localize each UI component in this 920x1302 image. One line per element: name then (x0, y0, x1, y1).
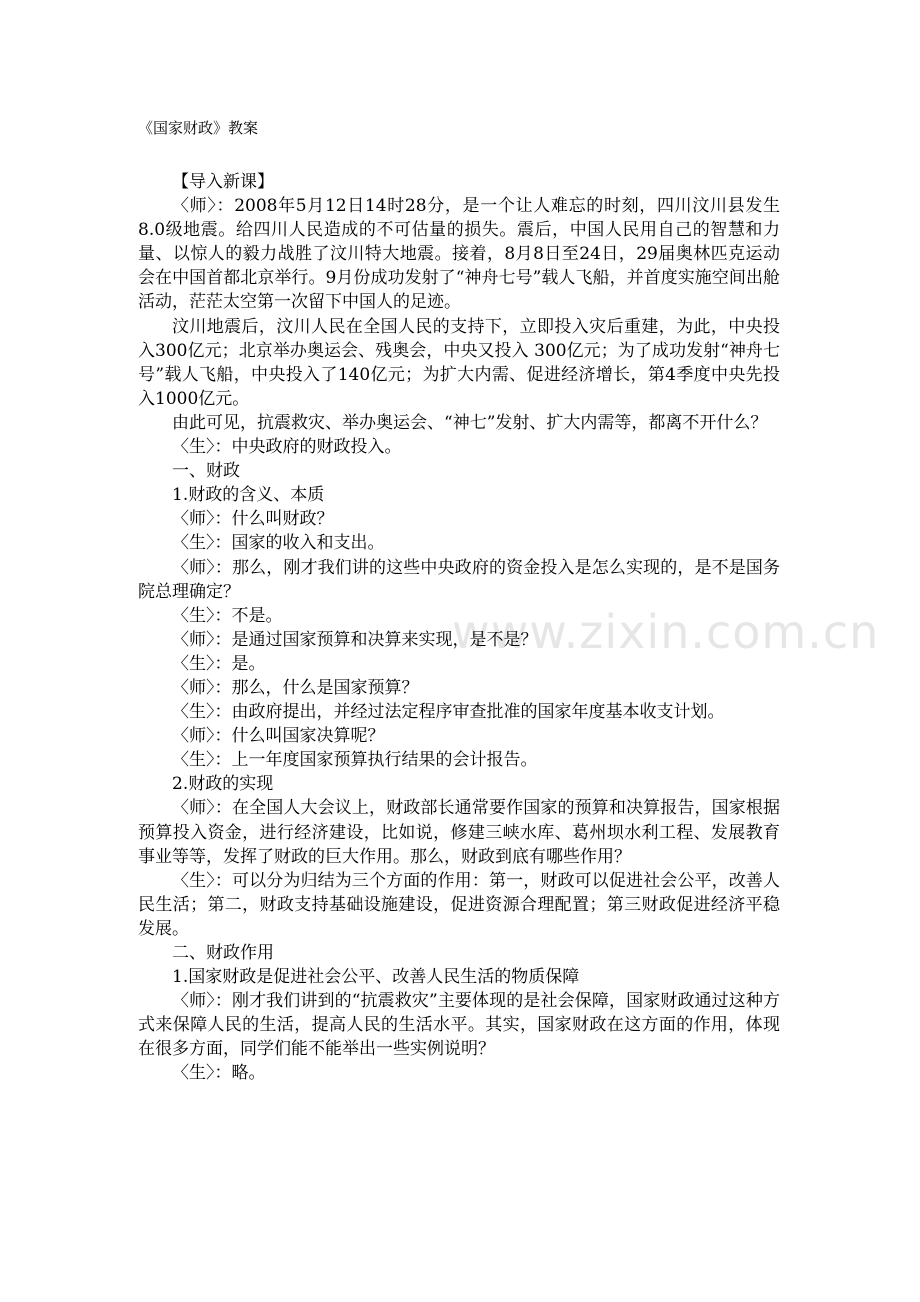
paragraph: 〈师〉：刚才我们讲到的“抗震救灾”主要体现的是社会保障，国家财政通过这种方式来保障人民的生活，提高人民的生活水平。其实，国家财政在这方面的作用，体现在很多方面，同学们能不能举出一些实例说明？ (138, 991, 780, 1060)
paragraph: 〈师〉：那么，什么是国家预算？ (172, 677, 419, 698)
paragraph: 〈师〉：那么，刚才我们讲的这些中央政府的资金投入是怎么实现的，是不是国务院总理确定？ (138, 557, 780, 602)
paragraph: 〈生〉：上一年度国家预算执行结果的会计报告。 (172, 750, 538, 771)
paragraph: 〈师〉：是通过国家预算和决算来实现，是不是？ (172, 629, 538, 650)
section-heading: 【导入新课】 (172, 172, 274, 192)
section-heading: 二、财政作用 (172, 943, 274, 963)
paragraph: 〈师〉：什么叫财政？ (172, 509, 334, 530)
paragraph: 由此可见，抗震救灾、举办奥运会、“神七”发射、扩大内需等，都离不开什么？ (172, 412, 768, 433)
subsection-heading: 1.国家财政是促进社会公平、改善人民生活的物质保障 (172, 967, 580, 988)
paragraph: 汶川地震后，汶川人民在全国人民的支持下，立即投入灾后重建，为此，中央投入300亿元；北京举办奥运会、残奥会，中央又投入 300亿元；为了成功发射“神舟七号”载人飞船，中央投入了140亿元；为扩大内需、促进经济增长，第4季度中央先投入1000亿元。 (138, 316, 780, 409)
paragraph: 〈生〉：略。 (172, 1063, 266, 1084)
paragraph: 〈生〉：可以分为归结为三个方面的作用：第一，财政可以促进社会公平，改善人民生活；第二，财政支持基础设施建设，促进资源合理配置；第三财政促进经济平稳发展。 (138, 870, 780, 939)
paragraph: 〈生〉：中央政府的财政投入。 (172, 437, 402, 458)
document-body (138, 170, 880, 1086)
subsection-heading: 2.财政的实现 (172, 774, 274, 795)
paragraph: 〈生〉：由政府提出，并经过法定程序审查批准的国家年度基本收支计划。 (172, 702, 725, 723)
paragraph: 〈生〉：不是。 (172, 605, 283, 626)
section-heading: 一、财政 (172, 461, 240, 482)
paragraph: 〈师〉：在全国人大会议上，财政部长通常要作国家的预算和决算报告，国家根据预算投入资金，进行经济建设，比如说，修建三峡水库、葛州坝水利工程、发展教育事业等等，发挥了财政的巨大作用。那么，财政到底有哪些作用？ (138, 798, 780, 867)
paragraph: 〈生〉：国家的收入和支出。 (172, 533, 385, 554)
subsection-heading: 1.财政的含义、本质 (172, 485, 325, 506)
paragraph: 〈师〉：什么叫国家决算呢？ (172, 726, 385, 747)
document-title: 《国家财政》教案 (138, 119, 259, 137)
watermark: www.zixin.com.cn (452, 605, 880, 659)
paragraph: 〈师〉：2008年5月12日14时28分，是一个让人难忘的时刻，四川汶川县发生8.0级地震。给四川人民造成的不可估量的损失。震后，中国人民用自己的智慧和力量、以惊人的毅力战胜了汶川特大地震。接着，8月8日至24日，29届奥林匹克运动会在中国首都北京举行。9月份成功发射了“神舟七号”载人飞船，并首度实施空间出舱活动，茫茫太空第一次留下中国人的足迹。 (138, 196, 780, 313)
paragraph: 〈生〉：是。 (172, 653, 266, 674)
